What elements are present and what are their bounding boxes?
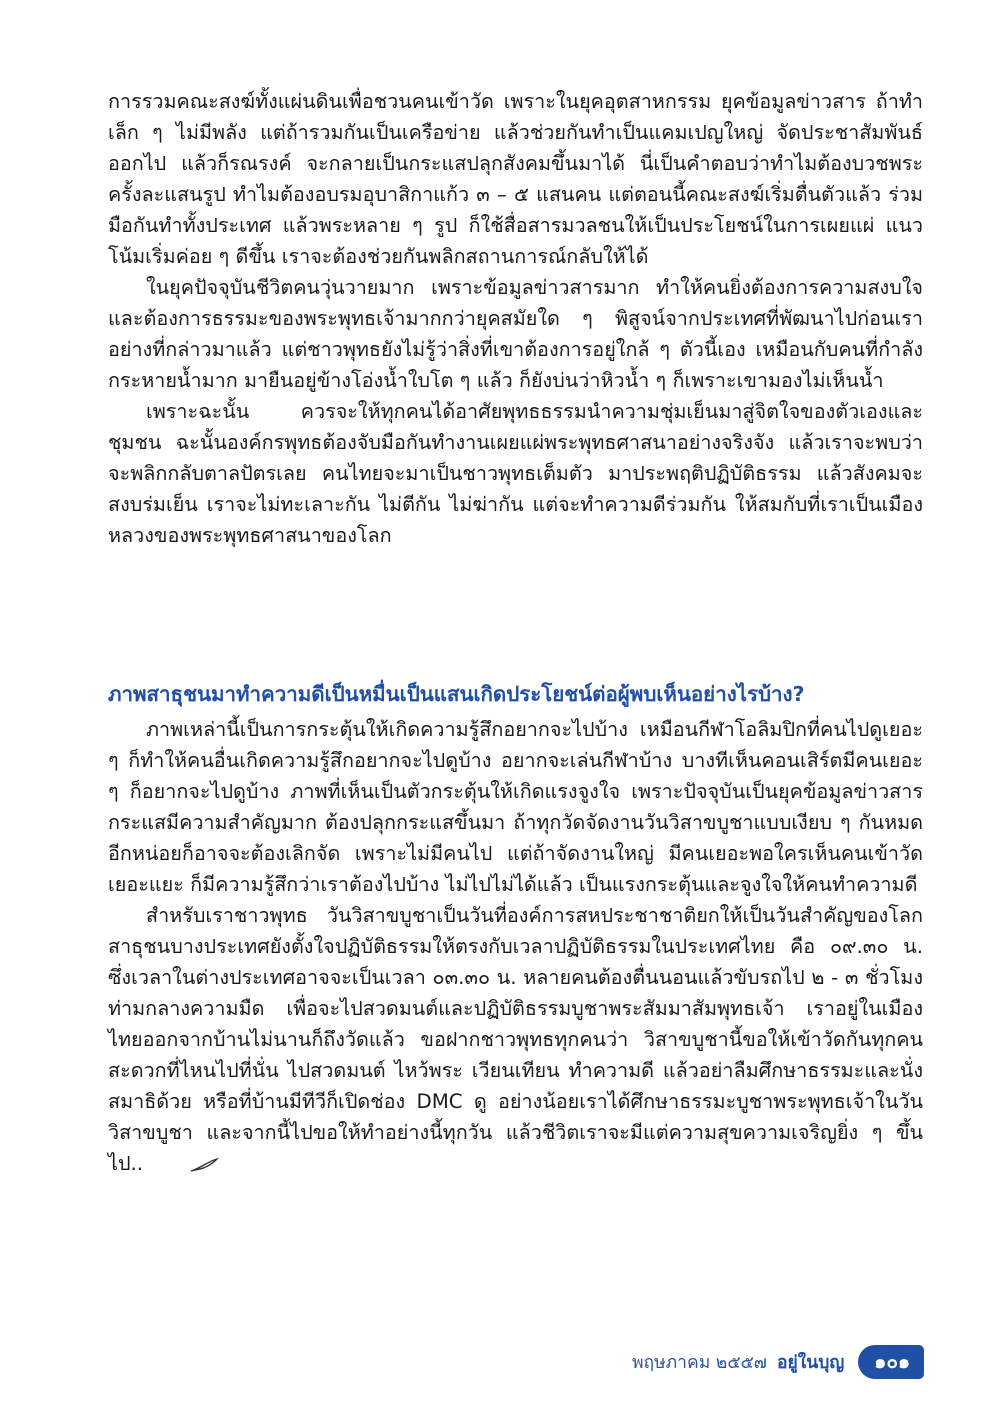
- quill-pen-icon: [151, 1151, 219, 1182]
- page-number: ๑๐๑: [858, 1345, 924, 1379]
- section-one-body: [108, 86, 923, 551]
- section-two-body: [108, 714, 923, 1182]
- page-footer: [632, 1345, 924, 1379]
- magazine-name: อยู่ในบุญ: [776, 1353, 845, 1373]
- paragraph: เพราะฉะนั้น ควรจะให้ทุกคนได้อาศัยพุทธธรรมนำความชุ่มเย็นมาสู่จิตใจของตัวเองและชุมชน ฉะนั้นองค์กรพุทธต้องจับมือกันทำงานเผยแผ่พระพุทธศาสนาอย่างจริงจัง แล้วเราจะพบว่าจะพลิกกลับตาลปัตรเลย คนไทยจะมาเป็นชาวพุทธเต็มตัว มาประพฤติปฏิบัติธรรม แล้วสังคมจะสงบร่มเย็น เราจะไม่ทะเลาะกัน ไม่ตีกัน ไม่ฆ่ากัน แต่จะทำความดีร่วมกัน ให้สมกับที่เราเป็นเมืองหลวงของพระพุทธศาสนาของโลก: [108, 400, 923, 547]
- paragraph-text: สำหรับเราชาวพุทธ วันวิสาขบูชาเป็นวันที่องค์การสหประชาชาติยกให้เป็นวันสำคัญของโลก สาธุชนบางประเทศยังตั้งใจปฏิบัติธรรมให้ตรงกับเวลาปฏิบัติธรรมในประเทศไทย คือ ๐๙.๓๐ น. ซึ่งเวลาในต่างประเทศอาจจะเป็นเวลา ๐๓.๓๐ น. หลายคนต้องตื่นนอนแล้วขับรถไป ๒ - ๓ ชั่วโมงท่ามกลางความมืด เพื่อจะไปสวดมนต์และปฏิบัติธรรมบูชาพระสัมมาสัมพุทธเจ้า เราอยู่ในเมืองไทยออกจากบ้านไม่นานก็ถึงวัดแล้ว ขอฝากชาวพุทธทุกคนว่า วิสาขบูชานี้ขอให้เข้าวัดกันทุกคน สะดวกที่ไหนไปที่นั่น ไปสวดมนต์ ไหว้พระ เวียนเทียน ทำความดี แล้วอย่าลืมศึกษาธรรมะและนั่งสมาธิด้วย หรือที่บ้านมีทีวีก็เปิดช่อง DMC ดู อย่างน้อยเราได้ศึกษาธรรมะบูชาพระพุทธเจ้าในวันวิสาขบูชา และจากนี้ไปขอให้ทำอย่างนี้ทุกวัน แล้วชีวิตเราจะมีแต่ความสุขความเจริญยิ่ง ๆ ขึ้นไป..: [108, 904, 923, 1175]
- paragraph: [108, 900, 923, 1182]
- paragraph: ภาพเหล่านี้เป็นการกระตุ้นให้เกิดความรู้สึกอยากจะไปบ้าง เหมือนกีฬาโอลิมปิกที่คนไปดูเยอะ ๆ ก็ทำให้คนอื่นเกิดความรู้สึกอยากจะไปดูบ้าง อยากจะเล่นกีฬาบ้าง บางทีเห็นคอนเสิร์ตมีคนเยอะ ๆ ก็อยากจะไปดูบ้าง ภาพที่เห็นเป็นตัวกระตุ้นให้เกิดแรงจูงใจ เพราะปัจจุบันเป็นยุคข้อมูลข่าวสาร กระแสมีความสำคัญมาก ต้องปลุกกระแสขึ้นมา ถ้าทุกวัดจัดงานวันวิสาขบูชาแบบเงียบ ๆ กันหมด อีกหน่อยก็อาจจะต้องเลิกจัด เพราะไม่มีคนไป แต่ถ้าจัดงานใหญ่ มีคนเยอะพอใครเห็นคนเข้าวัดเยอะแยะ ก็มีความรู้สึกว่าเราต้องไปบ้าง ไม่ไปไม่ได้แล้ว เป็นแรงกระตุ้นและจูงใจให้คนทำความดี: [108, 718, 923, 896]
- paragraph: ในยุคปัจจุบันชีวิตคนวุ่นวายมาก เพราะข้อมูลข่าวสารมาก ทำให้คนยิ่งต้องการความสงบใจ และต้องการธรรมะของพระพุทธเจ้ามากกว่ายุคสมัยใด ๆ พิสูจน์จากประเทศที่พัฒนาไปก่อนเราอย่างที่กล่าวมาแล้ว แต่ชาวพุทธยังไม่รู้ว่าสิ่งที่เขาต้องการอยู่ใกล้ ๆ ตัวนี้เอง เหมือนกับคนที่กำลังกระหายน้ำมาก มายืนอยู่ข้างโอ่งน้ำใบโต ๆ แล้ว ก็ยังบ่นว่าหิวน้ำ ๆ ก็เพราะเขามองไม่เห็นน้ำ: [108, 276, 923, 392]
- issue-date: พฤษภาคม ๒๕๕๗: [631, 1353, 767, 1373]
- paragraph: การรวมคณะสงฆ์ทั้งแผ่นดินเพื่อชวนคนเข้าวัด เพราะในยุคอุตสาหกรรม ยุคข้อมูลข่าวสาร ถ้าทำเล็ก ๆ ไม่มีพลัง แต่ถ้ารวมกันเป็นเครือข่าย แล้วช่วยกันทำเป็นแคมเปญใหญ่ จัดประชาสัมพันธ์ออกไป แล้วก็รณรงค์ จะกลายเป็นกระแสปลุกสังคมขึ้นมาได้ นี่เป็นคำตอบว่าทำไมต้องบวชพระครั้งละแสนรูป ทำไมต้องอบรมอุบาสิกาแก้ว ๓ – ๕ แสนคน แต่ตอนนี้คณะสงฆ์เริ่มตื่นตัวแล้ว ร่วมมือกันทำทั้งประเทศ แล้วพระหลาย ๆ รูป ก็ใช้สื่อสารมวลชนให้เป็นประโยชน์ในการเผยแผ่ แนวโน้มเริ่มค่อย ๆ ดีขึ้น เราจะต้องช่วยกันพลิกสถานการณ์กลับให้ได้: [108, 90, 923, 268]
- section-heading: ภาพสาธุชนมาทำความดีเป็นหมื่นเป็นแสนเกิดประโยชน์ต่อผู้พบเห็นอย่างไรบ้าง?: [108, 682, 805, 706]
